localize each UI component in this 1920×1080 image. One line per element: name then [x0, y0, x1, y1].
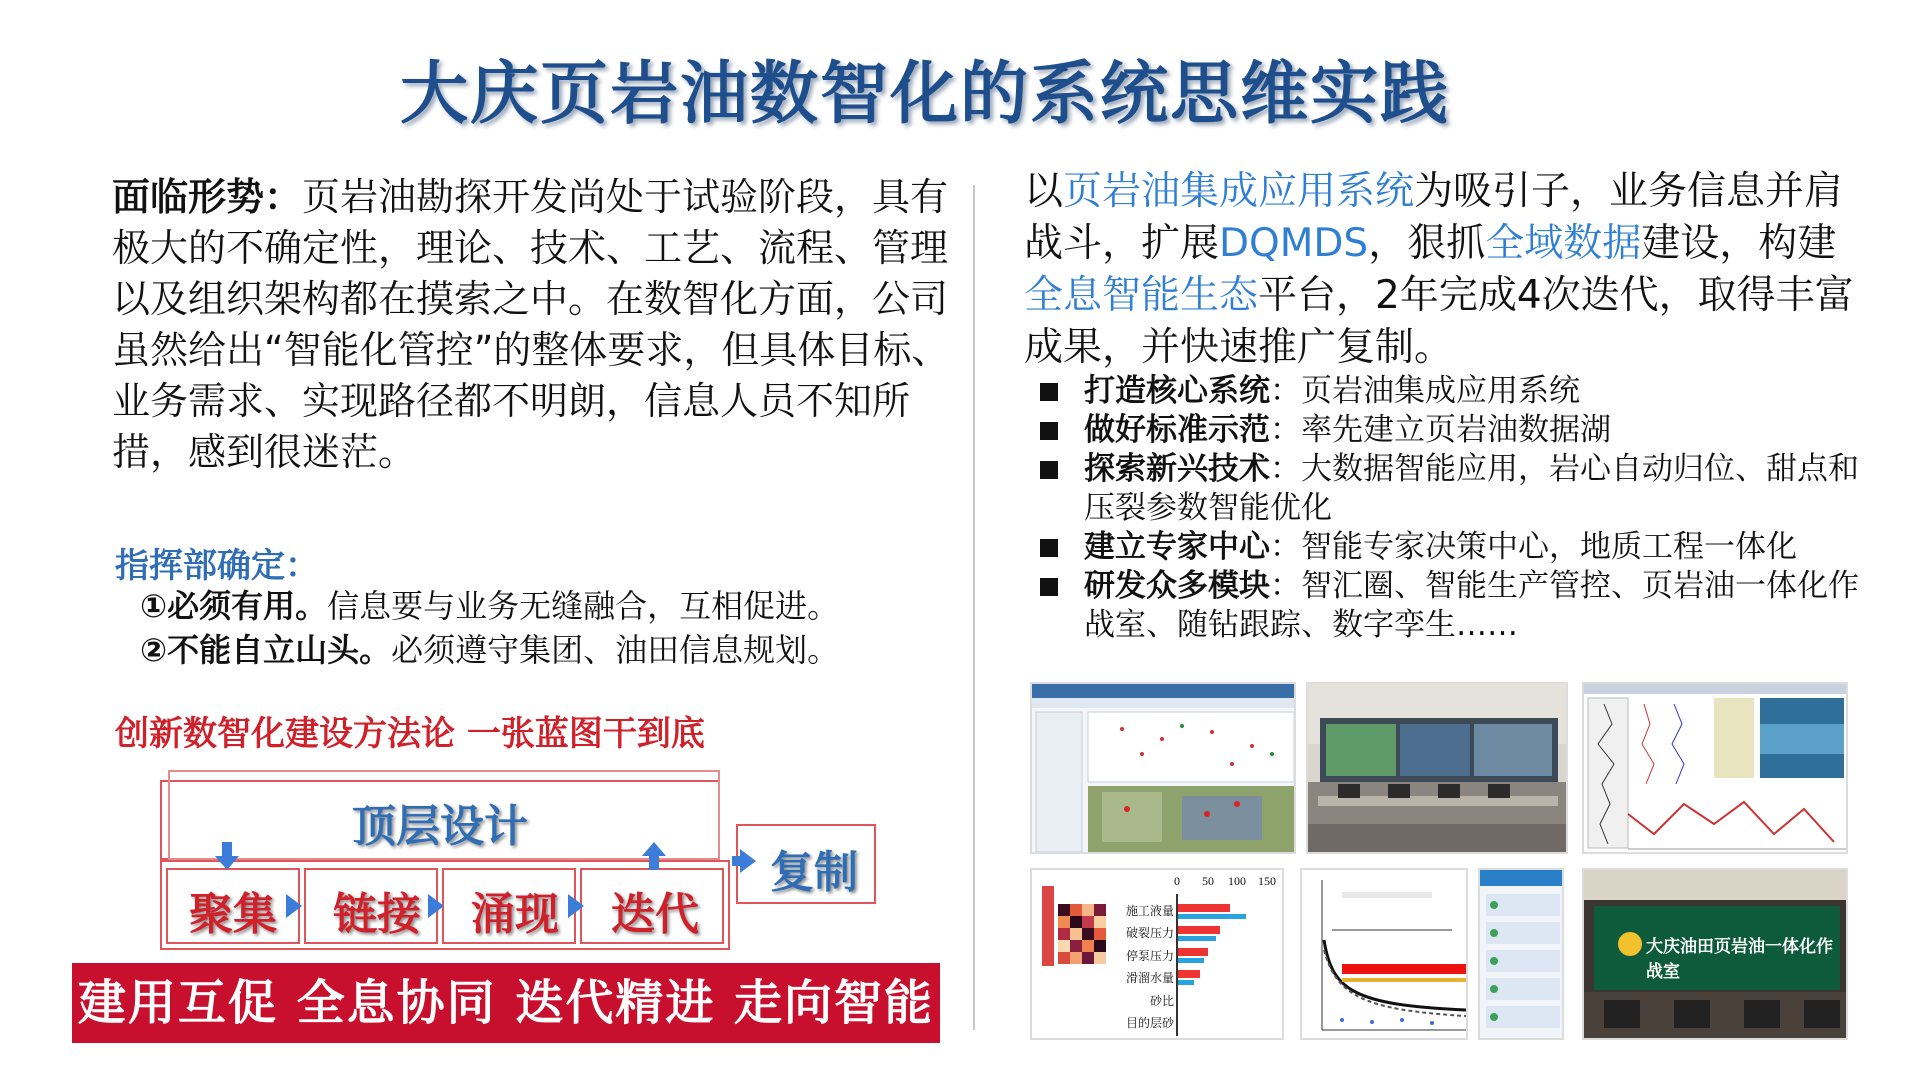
command-item-2-text: 必须遵守集团、油田信息规划。 — [391, 631, 840, 669]
arrow-right-3 — [568, 894, 584, 918]
intro-seg: ，狠抓 — [1368, 221, 1486, 266]
bullet-text: ：大数据智能应用，岩心自动归位、甜点和压裂参数智能优化 — [1084, 451, 1859, 526]
list-item — [1040, 528, 1860, 567]
bar-label: 停泵压力 — [1125, 948, 1174, 963]
bullet-label: 做好标准示范 — [1084, 412, 1270, 448]
well-log-screenshot — [1582, 682, 1848, 854]
command-title: 指挥部确定： — [115, 546, 319, 586]
bar-label: 滑溜水量 — [1125, 971, 1174, 986]
bar-shapes — [1178, 900, 1278, 1040]
intro-seg: 为吸引子，业务信息并肩战斗，扩展 — [1024, 169, 1844, 266]
list-item — [1040, 567, 1860, 645]
bar-label: 破裂压力 — [1125, 926, 1174, 941]
arrow-replicate-icon — [740, 849, 756, 873]
bullet-square-icon — [1040, 578, 1058, 596]
bar-label: 目的层砂 — [1125, 1016, 1174, 1031]
arrow-right-1 — [286, 894, 302, 918]
war-room-sign: 大庆油田页岩油一体化作战室 — [1646, 937, 1833, 982]
arrow-up-icon — [642, 842, 666, 856]
top-design-label: 顶层设计 — [352, 801, 528, 852]
war-room-photo — [1582, 868, 1848, 1040]
bullet-square-icon — [1040, 461, 1058, 479]
heatmap-barchart-figure — [1030, 868, 1284, 1040]
achievement-list — [1040, 372, 1860, 645]
software-screenshot-thumbnail — [1030, 682, 1296, 854]
command-item-1 — [140, 586, 839, 626]
bar-axis-ticks — [1174, 874, 1278, 888]
arrow-down-icon — [215, 856, 239, 870]
command-item-1-text: 信息要与业务无缝融合，互相促进。 — [327, 587, 840, 625]
arrow-up-stem — [649, 856, 659, 870]
bar-labels — [1116, 900, 1174, 1034]
bar-label: 砂比 — [1149, 993, 1174, 1008]
bullet-label: 打造核心系统 — [1084, 373, 1270, 409]
control-room-image — [1308, 684, 1568, 854]
arrow-down-stem — [222, 842, 232, 856]
bullet-text: ：页岩油集成应用系统 — [1270, 373, 1580, 409]
software-window-image — [1032, 684, 1296, 854]
mobile-app-screenshot — [1478, 868, 1564, 1040]
method-title: 创新数智化建设方法论 一张蓝图干到底 — [115, 714, 705, 754]
decline-curve-figure — [1300, 868, 1468, 1040]
bar-label: 施工液量 — [1125, 904, 1174, 918]
list-item — [1040, 411, 1860, 450]
bullet-text: ：智能专家决策中心，地质工程一体化 — [1270, 529, 1797, 565]
bullet-text: ：智汇圈、智能生产管控、页岩油一体化作战室、随钻跟踪、数字孪生…… — [1084, 568, 1859, 643]
replicate-label: 复制 — [770, 847, 858, 898]
list-item — [1040, 372, 1860, 411]
bar-tick: 50 — [1202, 874, 1214, 888]
situation-text: 页岩油勘探开发尚处于试验阶段，具有极大的不确定性，理论、技术、工艺、流程、管理以及组织架构都在摸索之中。在数智化方面，公司虽然给出“智能化管控”的整体要求，但具体目标、业务需求、实现路径都不明朗，信息人员不知所措，感到很迷茫。 — [112, 175, 950, 474]
mobile-app-image — [1480, 870, 1564, 1040]
command-item-2-bold: ②不能自立山头。 — [140, 631, 392, 669]
intro-highlight-data: 全域数据 — [1485, 221, 1642, 266]
situation-paragraph — [112, 172, 952, 478]
step-label-2: 链接 — [333, 889, 421, 940]
bar-tick: 0 — [1174, 874, 1180, 888]
methodology-diagram — [160, 770, 880, 950]
bullet-label: 探索新兴技术 — [1084, 451, 1270, 487]
situation-lead: 面临形势： — [112, 175, 303, 219]
bar-tick: 100 — [1228, 874, 1246, 888]
bar-tick: 150 — [1258, 874, 1276, 888]
bullet-label: 研发众多模块 — [1084, 568, 1270, 604]
list-item — [1040, 450, 1860, 528]
intro-seg: 以 — [1024, 169, 1064, 214]
intro-seg: 建设，构建 — [1641, 221, 1837, 266]
arrow-right-2 — [428, 894, 444, 918]
command-item-2 — [140, 630, 839, 670]
step-label-3: 涌现 — [471, 889, 559, 940]
bullet-square-icon — [1040, 422, 1058, 440]
column-divider — [973, 185, 975, 1030]
decline-curve-image — [1302, 870, 1468, 1040]
control-room-photo — [1306, 682, 1568, 854]
bullet-square-icon — [1040, 539, 1058, 557]
command-item-1-bold: ①必须有用。 — [140, 587, 328, 625]
step-label-1: 聚集 — [189, 889, 277, 940]
intro-seg: 平台，2年完成4次迭代，取得丰富成果，并快速推广复制。 — [1024, 273, 1854, 370]
well-log-image — [1584, 684, 1848, 854]
intro-highlight-ecology: 全息智能生态 — [1024, 273, 1259, 318]
bullet-label: 建立专家中心 — [1084, 529, 1270, 565]
slogan-banner: 建用互促 全息协同 迭代精进 走向智能 — [72, 963, 940, 1043]
intro-paragraph — [1024, 166, 1854, 374]
bullet-square-icon — [1040, 383, 1058, 401]
page-title: 大庆页岩油数智化的系统思维实践 — [399, 54, 1450, 134]
bullet-text: ：率先建立页岩油数据湖 — [1270, 412, 1611, 448]
step-label-4: 迭代 — [611, 889, 699, 940]
intro-highlight-dqmds: DQMDS — [1219, 221, 1369, 266]
intro-highlight-system: 页岩油集成应用系统 — [1063, 169, 1415, 214]
